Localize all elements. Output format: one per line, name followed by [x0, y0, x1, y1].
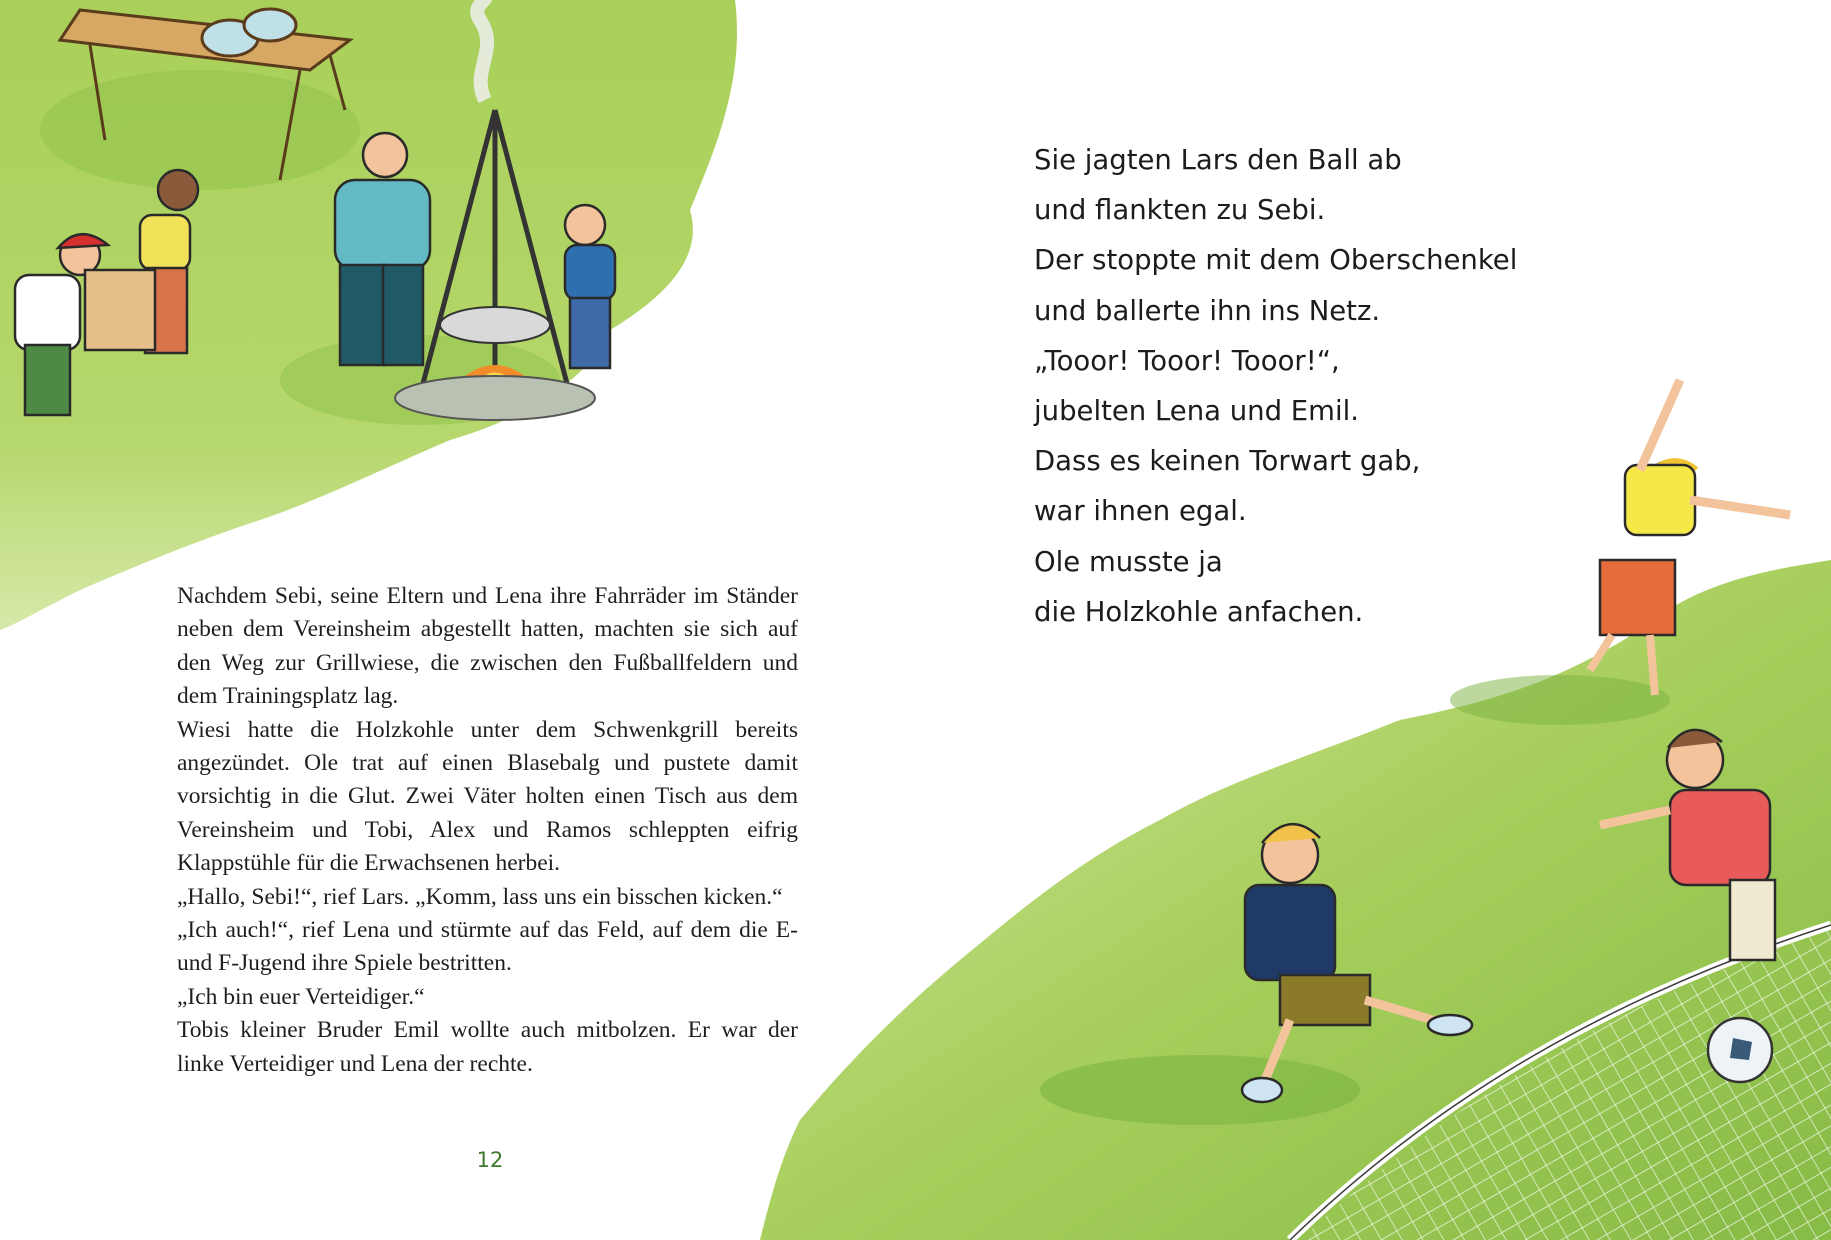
- verse-line: Dass es keinen Torwart gab,: [1034, 445, 1421, 478]
- verse-line: und flankten zu Sebi.: [1034, 194, 1326, 227]
- verse-line: war ihnen egal.: [1034, 495, 1247, 528]
- verse-line: Der stoppte mit dem Oberschenkel: [1034, 244, 1518, 277]
- story-prose: [177, 580, 798, 1081]
- paragraph: Nachdem Sebi, seine Eltern und Lena ihre Fahrräder im Ständer neben dem Vereinsheim abgestellt hatten, machten sie sich auf den Weg zur Grillwiese, die zwischen den Fußballfeldern und dem Trainingsplatz lag.: [177, 583, 798, 710]
- grill-scene-illustration: [0, 0, 737, 630]
- paragraph: „Hallo, Sebi!“, rief Lars. „Komm, lass uns ein bisschen kicken.“: [177, 883, 783, 910]
- story-verse: [1034, 140, 1517, 642]
- verse-line: die Holzkohle anfachen.: [1034, 595, 1364, 628]
- verse-line: Sie jagten Lars den Ball ab: [1034, 144, 1402, 176]
- verse-line: „Tooor! Tooor! Tooor!“,: [1034, 344, 1340, 377]
- paragraph: Tobis kleiner Bruder Emil wollte auch mitbolzen. Er war der linke Verteidiger und Lena der rechte.: [177, 1017, 798, 1077]
- verse-line: Ole musste ja: [1034, 545, 1223, 578]
- paragraph: „Ich bin euer Verteidiger.“: [177, 983, 425, 1010]
- page-number: 12: [476, 1148, 504, 1172]
- verse-line: und ballerte ihn ins Netz.: [1034, 294, 1381, 327]
- verse-line: jubelten Lena und Emil.: [1034, 394, 1359, 427]
- paragraph: Wiesi hatte die Holzkohle unter dem Schwenkgrill bereits angezündet. Ole trat auf einen Blasebalg und pustete damit vorsichtig in die Glut. Zwei Väter holten einen Tisch aus dem Vereinsheim und Tobi, Alex und Ramos schleppten eifrig Klappstühle für die Erwachsenen herbei.: [177, 716, 798, 877]
- paragraph: „Ich auch!“, rief Lena und stürmte auf das Feld, auf dem die E- und F-Jugend ihre Spiele bestritten.: [177, 917, 798, 977]
